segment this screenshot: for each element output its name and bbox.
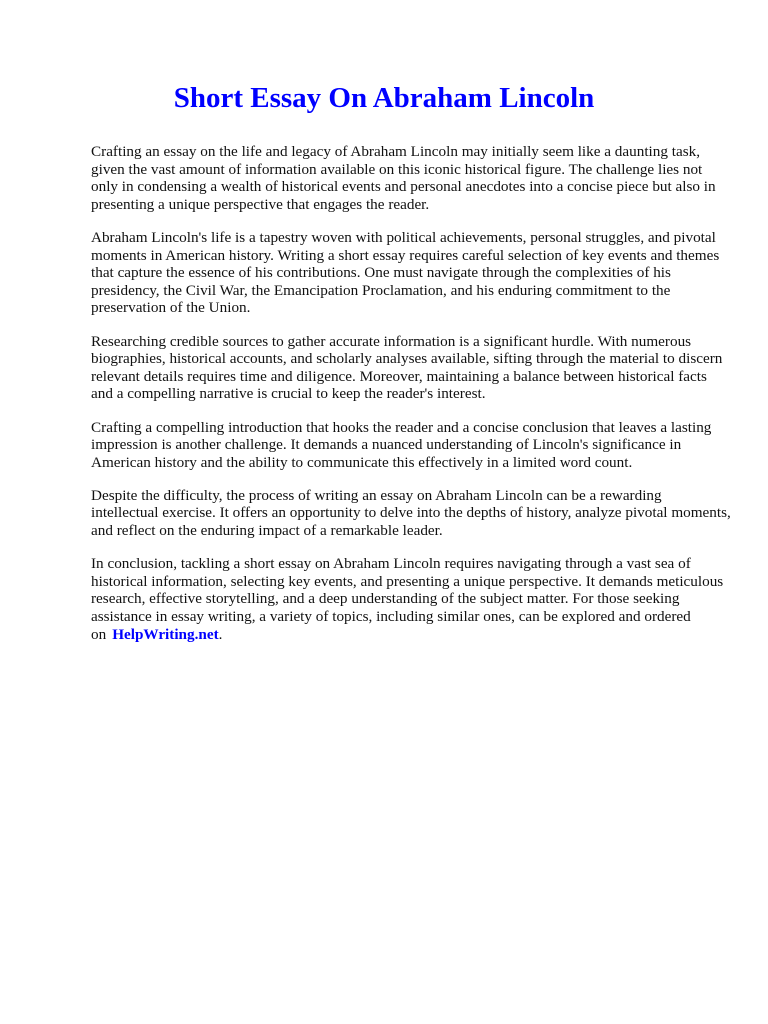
page-title: Short Essay On Abraham Lincoln (173, 82, 595, 114)
paragraph-2: Abraham Lincoln's life is a tapestry woven with political achievements, personal struggles, and pivotal moments in American history. Writing a short essay requires careful selection of key events and themes that capture the essence of his contributions. One must navigate through the complexities of his presidency, the Civil War, the Emancipation Proclamation, and his enduring commitment to the preservation of the Union. (91, 228, 720, 317)
paragraph-5: Despite the difficulty, the process of writing an essay on Abraham Lincoln can be a rewarding intellectual exercise. It offers an opportunity to delve into the depths of history, analyze pivotal moments, and reflect on the enduring impact of a remarkable leader. (91, 486, 731, 540)
essay-body (91, 143, 731, 659)
paragraph-6-text: In conclusion, tackling a short essay on Abraham Lincoln requires navigating through a vast sea of historical information, selecting key events, and presenting a unique perspective. It demands meticulous research, effective storytelling, and a deep understanding of the subject matter. For those seeking assistance in essay writing, a variety of topics, including similar ones, can be explored and ordered on (91, 555, 724, 643)
paragraph-1: Crafting an essay on the life and legacy of Abraham Lincoln may initially seem like a daunting task, given the vast amount of information available on this iconic historical figure. The challenge lies not only in condensing a wealth of historical events and personal anecdotes into a concise piece but also in presenting a unique perspective that engages the reader. (91, 143, 716, 213)
paragraph-6-end: . (218, 625, 223, 643)
paragraph-4: Crafting a compelling introduction that hooks the reader and a concise conclusion that leaves a lasting impression is another challenge. It demands a nuanced understanding of Lincoln's significance in American history and the ability to communicate this effectively in a limited word count. (91, 418, 712, 471)
helpwriting-link[interactable]: HelpWriting.net (112, 625, 219, 643)
paragraph-3: Researching credible sources to gather accurate information is a significant hurdle. With numerous biographies, historical accounts, and scholarly analyses available, sifting through the material to discern relevant details requires time and diligence. Moreover, maintaining a balance between historical facts and a compelling narrative is crucial to keep the reader's interest. (91, 332, 723, 403)
paragraph-6 (91, 555, 731, 643)
